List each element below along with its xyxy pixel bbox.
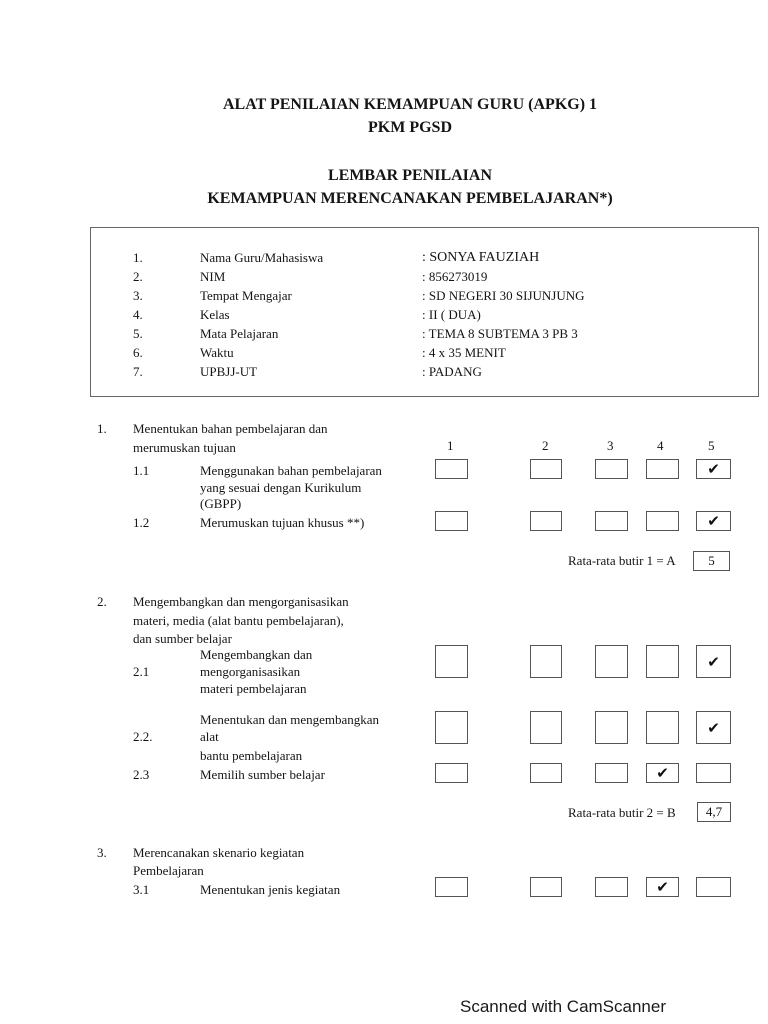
rating-checkbox-3[interactable] <box>595 645 628 678</box>
identity-number: 4. <box>133 307 143 322</box>
identity-label: Mata Pelajaran <box>200 326 279 341</box>
identity-label: UPBJJ-UT <box>200 364 258 379</box>
rating-checkbox-3[interactable] <box>595 763 628 783</box>
item-number: 1.2 <box>133 515 150 530</box>
check-mark-icon: ✔ <box>707 512 720 530</box>
identity-value: : TEMA 8 SUBTEMA 3 PB 3 <box>422 326 578 341</box>
scale-3: 3 <box>607 438 614 453</box>
rating-checkbox-5[interactable] <box>696 763 731 783</box>
item-label: Menggunakan bahan pembelajaran <box>200 463 382 478</box>
item-label: (GBPP) <box>200 496 242 511</box>
identity-number: 7. <box>133 364 143 379</box>
section-number: 3. <box>97 845 107 860</box>
item-label: mengorganisasikan <box>200 664 301 679</box>
item-label: Memilih sumber belajar <box>200 767 325 782</box>
document-title: ALAT PENILAIAN KEMAMPUAN GURU (APKG) 1 <box>222 96 598 113</box>
identity-value: : SONYA FAUZIAH <box>422 250 540 265</box>
item-label: Menentukan jenis kegiatan <box>200 882 341 897</box>
identity-label: Kelas <box>200 307 230 322</box>
rating-checkbox-5[interactable] <box>696 877 731 897</box>
identity-number: 6. <box>133 345 143 360</box>
average-label: Rata-rata butir 1 = A <box>568 553 676 568</box>
scale-4: 4 <box>657 438 664 453</box>
section-title: Merencanakan skenario kegiatan <box>133 845 305 860</box>
item-number: 1.1 <box>133 463 150 478</box>
item-label: Merumuskan tujuan khusus **) <box>200 515 365 530</box>
identity-value: : PADANG <box>422 364 482 379</box>
form-subtitle: LEMBAR PENILAIAN <box>327 167 492 184</box>
identity-value: : 856273019 <box>422 269 488 284</box>
rating-checkbox-1[interactable] <box>435 459 468 479</box>
identity-label: Tempat Mengajar <box>200 288 292 303</box>
item-label: materi pembelajaran <box>200 681 307 696</box>
item-number: 2.2. <box>133 729 153 744</box>
rating-checkbox-4[interactable] <box>646 645 679 678</box>
rating-checkbox-5[interactable] <box>696 645 731 678</box>
section-title: Menentukan bahan pembelajaran dan <box>133 421 328 436</box>
item-number: 3.1 <box>133 882 150 897</box>
rating-checkbox-1[interactable] <box>435 877 468 897</box>
check-mark-icon: ✔ <box>707 460 720 478</box>
section-title: dan sumber belajar <box>133 631 232 646</box>
rating-checkbox-5[interactable] <box>696 511 731 531</box>
item-label: alat <box>200 729 219 744</box>
rating-checkbox-1[interactable] <box>435 645 468 678</box>
form-subtitle-line2: KEMAMPUAN MERENCANAKAN PEMBELAJARAN*) <box>207 190 613 207</box>
section-title: Pembelajaran <box>133 863 204 878</box>
average-label: Rata-rata butir 2 = B <box>568 805 676 820</box>
item-label: Mengembangkan dan <box>200 647 313 662</box>
rating-checkbox-4[interactable] <box>646 877 679 897</box>
rating-checkbox-2[interactable] <box>530 763 562 783</box>
rating-checkbox-5[interactable] <box>696 711 731 744</box>
item-number: 2.1 <box>133 664 150 679</box>
identity-value: : SD NEGERI 30 SIJUNJUNG <box>422 288 585 303</box>
rating-checkbox-3[interactable] <box>595 459 628 479</box>
section-title: materi, media (alat bantu pembelajaran), <box>133 613 344 628</box>
identity-label: Waktu <box>200 345 234 360</box>
rating-checkbox-2[interactable] <box>530 877 562 897</box>
section-number: 1. <box>97 421 107 436</box>
identity-label: NIM <box>200 269 226 284</box>
rating-checkbox-3[interactable] <box>595 711 628 744</box>
check-mark-icon: ✔ <box>656 764 669 782</box>
rating-checkbox-3[interactable] <box>595 511 628 531</box>
rating-checkbox-1[interactable] <box>435 711 468 744</box>
rating-checkbox-2[interactable] <box>530 459 562 479</box>
rating-checkbox-4[interactable] <box>646 511 679 531</box>
scale-5: 5 <box>708 438 715 453</box>
item-label: bantu pembelajaran <box>200 748 303 763</box>
identity-number: 1. <box>133 250 143 265</box>
item-label: yang sesuai dengan Kurikulum <box>200 480 362 495</box>
identity-value: : 4 x 35 MENIT <box>422 345 506 360</box>
scanner-watermark: Scanned with CamScanner <box>460 997 667 1016</box>
check-mark-icon: ✔ <box>707 718 720 737</box>
identity-label: Nama Guru/Mahasiswa <box>200 250 324 265</box>
item-label: Menentukan dan mengembangkan <box>200 712 380 727</box>
rating-checkbox-2[interactable] <box>530 711 562 744</box>
check-mark-icon: ✔ <box>707 652 720 671</box>
item-number: 2.3 <box>133 767 150 782</box>
rating-checkbox-1[interactable] <box>435 511 468 531</box>
rating-checkbox-1[interactable] <box>435 763 468 783</box>
average-value: 4,7 <box>697 802 731 822</box>
rating-checkbox-3[interactable] <box>595 877 628 897</box>
rating-checkbox-4[interactable] <box>646 763 679 783</box>
section-number: 2. <box>97 594 107 609</box>
scale-2: 2 <box>542 438 549 453</box>
rating-checkbox-5[interactable] <box>696 459 731 479</box>
identity-number: 2. <box>133 269 143 284</box>
identity-number: 3. <box>133 288 143 303</box>
rating-checkbox-2[interactable] <box>530 511 562 531</box>
check-mark-icon: ✔ <box>656 878 669 896</box>
scale-1: 1 <box>447 438 454 453</box>
identity-number: 5. <box>133 326 143 341</box>
rating-checkbox-2[interactable] <box>530 645 562 678</box>
section-title: merumuskan tujuan <box>133 440 236 455</box>
section-title: Mengembangkan dan mengorganisasikan <box>133 594 349 609</box>
rating-checkbox-4[interactable] <box>646 459 679 479</box>
rating-checkbox-4[interactable] <box>646 711 679 744</box>
identity-value: : II ( DUA) <box>422 307 481 322</box>
average-value: 5 <box>693 551 730 571</box>
document-title-line2: PKM PGSD <box>368 119 452 136</box>
